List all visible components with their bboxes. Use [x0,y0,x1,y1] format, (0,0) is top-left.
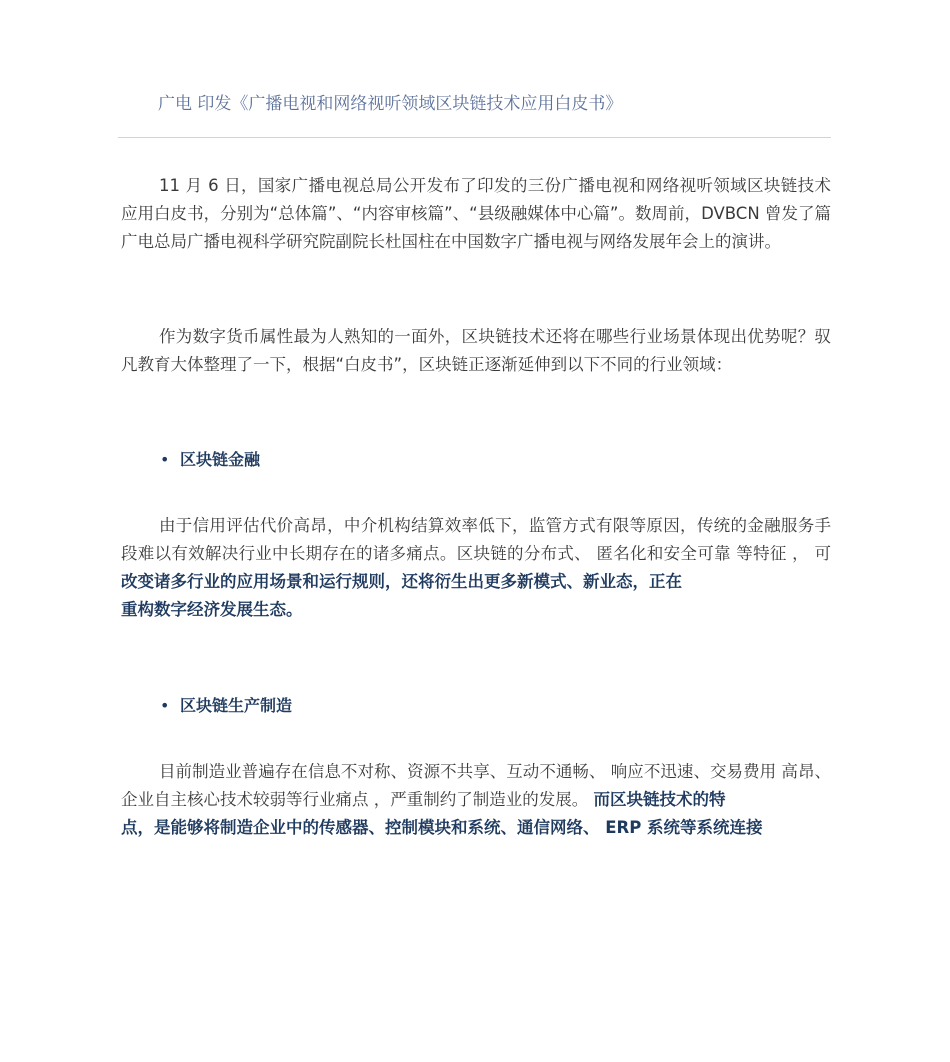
bullet-dot-icon: • [160,450,170,469]
document-title: 广电 印发《广播电视和网络视听领域区块链技术应用白皮书》 [158,94,623,114]
bullet-blockchain-finance [160,448,260,472]
paragraph-finance-text: 由于信用评估代价高昂，中介机构结算效率低下，监管方式有限等原因，传统的金融服务手段难以有效解决行业中长期存在的诸多痛点。区块链的分布式、 匿名化和安全可靠 等特征 ， 可 [121,516,831,563]
paragraph-industries: 作为数字货币属性最为人熟知的一面外，区块链技术还将在哪些行业场景体现出优势呢？驭凡教育大体整理了一下，根据“白皮书”，区块链正逐渐延伸到以下不同的行业领域： [121,327,831,374]
title-divider [118,137,831,138]
bullet-blockchain-manufacturing [160,694,292,718]
paragraph-manufacturing-emphasis-cont: 点，是能够将制造企业中的传感器、控制模块和系统、通信网络、 ERP 系统等系统连接 [121,818,763,837]
paragraph-finance-emphasis: 改变诸多行业的应用场景和运行规则，还将衍生出更多新模式、新业态，正在 [121,572,682,591]
paragraph-manufacturing [121,758,831,842]
paragraph-finance [121,512,831,624]
paragraph-intro: 11 月 6 日，国家广播电视总局公开发布了印发的三份广播电视和网络视听领域区块链技术应用白皮书，分别为“总体篇”、“内容审核篇”、“县级融媒体中心篇”。数周前，DVBCN 曾发了篇广电总局广播电视科学研究院副院长杜国柱在中国数字广播电视与网络发展年会上的演讲。 [121,176,831,251]
paragraph-finance-emphasis-cont: 重构数字经济发展生态。 [121,600,303,619]
paragraph-manufacturing-text: 目前制造业普遍存在信息不对称、资源不共享、互动不通畅、 响应不迅速、交易费用 高昂、企业自主核心技术较弱等行业痛点 ，严重制约了制造业的发展。 [121,762,831,809]
paragraph-manufacturing-emphasis: 而区块链技术的特 [593,790,726,809]
bullet-dot-icon: • [160,696,170,715]
bullet-label: 区块链金融 [180,450,261,469]
bullet-label: 区块链生产制造 [180,696,293,715]
